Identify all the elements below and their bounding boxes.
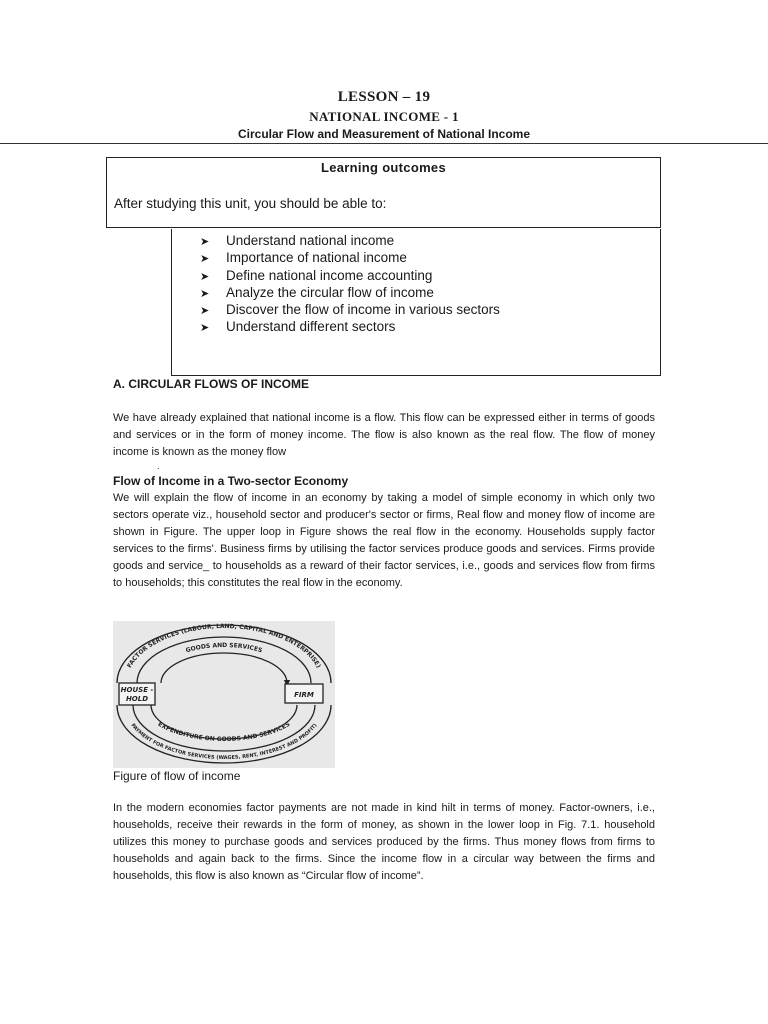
- lesson-number: LESSON – 19: [337, 89, 431, 105]
- factor-services-label: FACTOR SERVICES (LABOUR, LAND, CAPITAL AND ENTERPRISE): [126, 623, 322, 670]
- household-label-line1: HOUSE -: [120, 686, 154, 694]
- factor-payment-label: PAYMENT FOR FACTOR SERVICES (WAGES, RENT, INTEREST AND PROFIT): [129, 722, 319, 762]
- learning-outcomes-intro: After studying this unit, you should be able to:: [114, 196, 387, 211]
- unit-title: NATIONAL INCOME - 1: [309, 109, 459, 124]
- paragraph-flow-intro: We have already explained that national income is a flow. This flow can be expressed either in terms of goods and services or in the form of money income. The flow is also known as the real flow. The flow of money income is known as the money flow: [113, 412, 655, 458]
- list-item: ➤ Understand national income: [200, 232, 500, 249]
- list-item: ➤ Understand different sectors: [200, 318, 500, 335]
- figure-caption: Figure of flow of income: [113, 769, 241, 783]
- subsection-heading: Flow of Income in a Two-sector Economy: [113, 474, 349, 488]
- household-label-line2: HOLD: [125, 695, 149, 703]
- list-item: ➤ Define national income accounting: [200, 267, 500, 284]
- header-divider: [0, 143, 768, 144]
- goods-services-label: GOODS AND SERVICES: [184, 641, 264, 655]
- list-item: ➤ Importance of national income: [200, 249, 500, 266]
- section-heading: A. CIRCULAR FLOWS OF INCOME: [113, 377, 309, 391]
- arrow-bullet-icon: ➤: [200, 305, 210, 318]
- list-item: ➤ Discover the flow of income in various sectors: [200, 301, 500, 318]
- lesson-subtitle: Circular Flow and Measurement of National Income: [237, 127, 531, 141]
- paragraph-two-sector: We will explain the flow of income in an economy by taking a model of simple economy in which only two sectors operate viz., household sector and producer's sector or firms, Real flow and money flow of income are shown in Figure. The upper loop in Figure shows the real flow in the economy. Households supply factor services to the firms'. Business firms by utilising the factor services produce goods and services. Firms provide goods and service_ to households as a reward of their factor services, i.e., goods and services flow from firms to households; this constitutes the real flow in the economy.: [113, 492, 655, 589]
- paragraph-money-flow: In the modern economies factor payments are not made in kind hilt in terms of money. Factor-owners, i.e., households, receive their rewards in the form of money, as shown in the lower loop in Fig. 7.1. household utilizes this money to purchase goods and services produced by the firms. Thus money flows from firms to households and again back to the firms. Since the income flow in a circular way between the firms and households, this flow is also known as “Circular flow of income”.: [113, 802, 655, 882]
- learning-outcomes-title: Learning outcomes: [320, 160, 446, 175]
- firm-label: FIRM: [294, 691, 314, 699]
- circular-flow-figure: [113, 621, 335, 768]
- arrow-bullet-icon: ➤: [200, 287, 210, 300]
- arrow-bullet-icon: ➤: [200, 253, 210, 266]
- list-item: ➤ Analyze the circular flow of income: [200, 284, 500, 301]
- arrow-bullet-icon: ➤: [200, 270, 210, 283]
- expenditure-label: EXPENDITURE ON GOODS AND SERVICES: [156, 720, 292, 744]
- arrow-bullet-icon: ➤: [200, 322, 210, 335]
- outcomes-list: [200, 232, 500, 336]
- arrow-bullet-icon: ➤: [200, 236, 210, 248]
- stray-mark: .: [157, 461, 160, 471]
